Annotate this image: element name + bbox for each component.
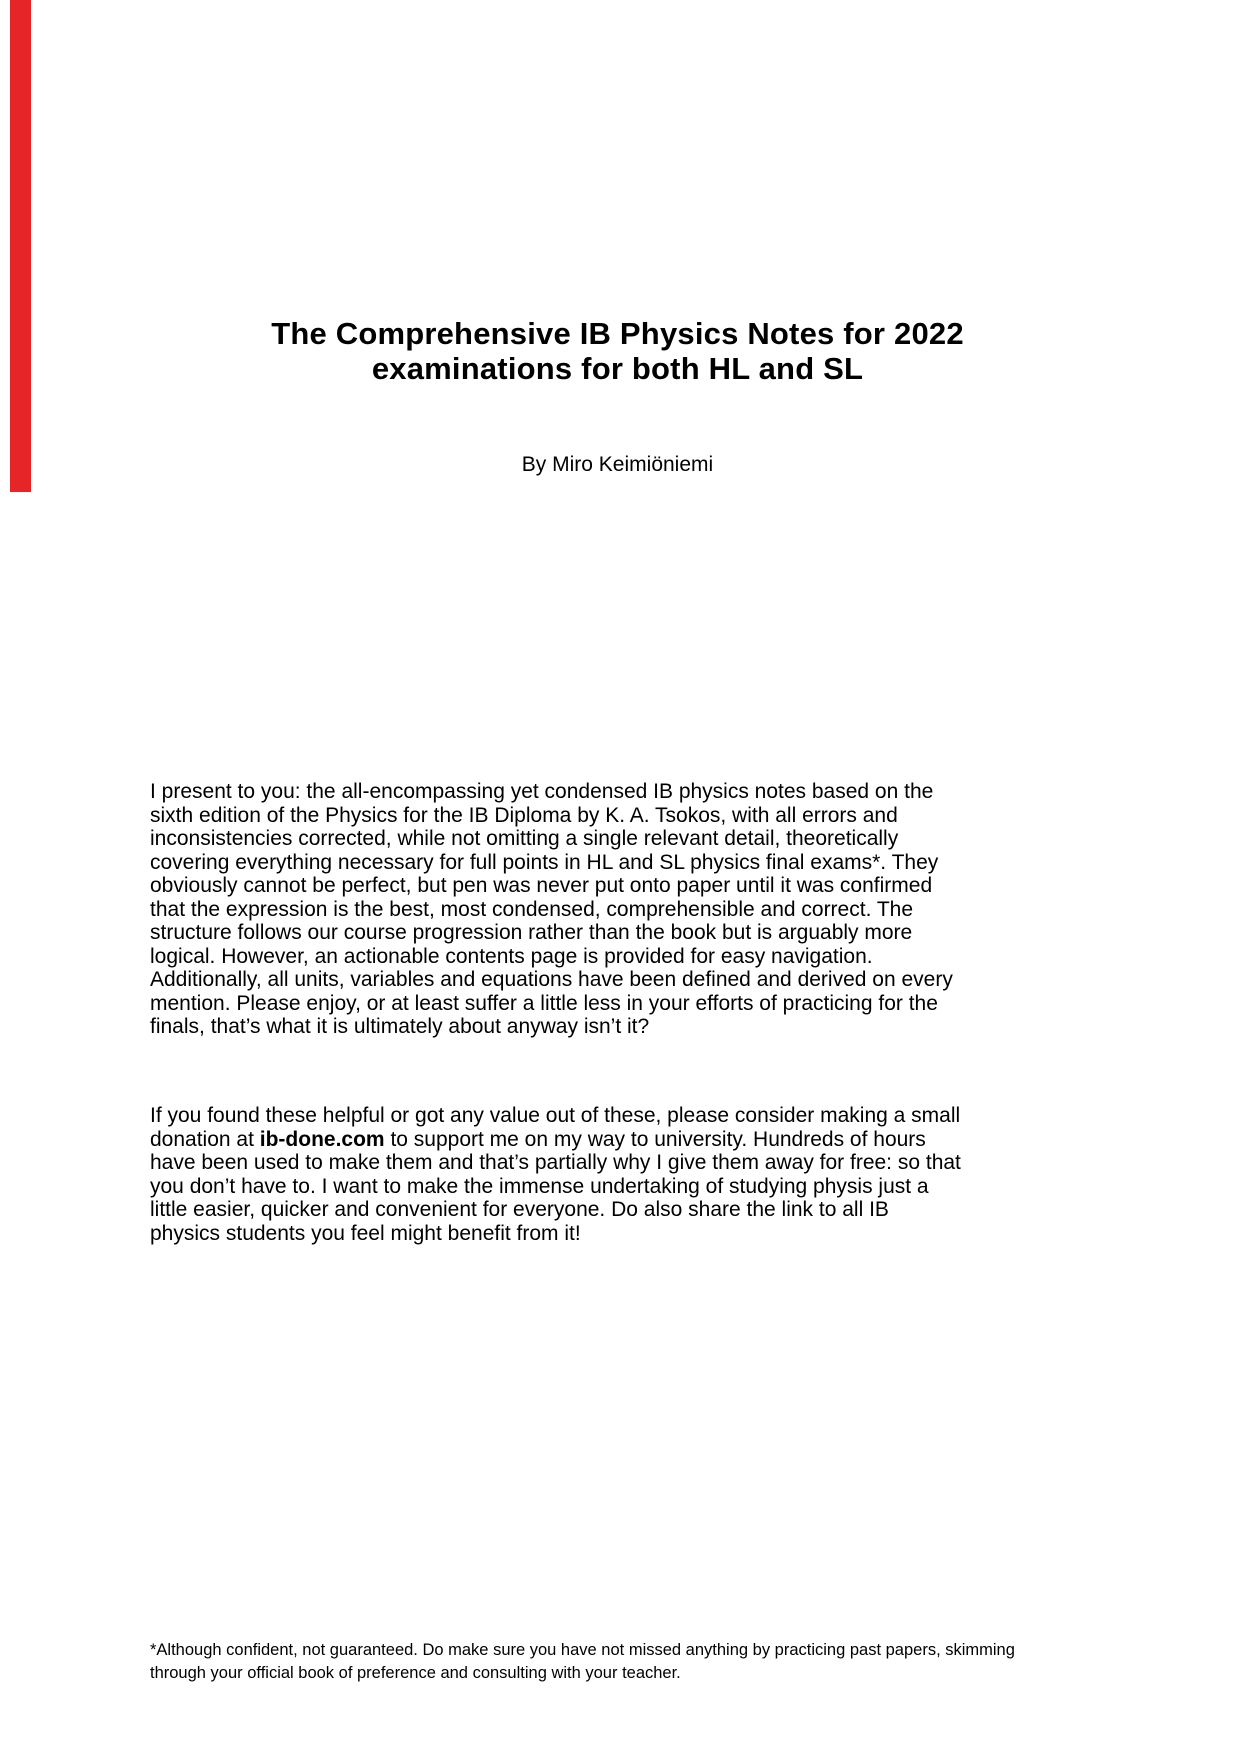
text-line: The Comprehensive IB Physics Notes for 2022	[271, 316, 964, 351]
text-line: I present to you: the all-encompassing yet condensed IB physics notes based on the	[150, 780, 934, 803]
text-line: mention. Please enjoy, or at least suffer a little less in your efforts of practicing for the	[150, 991, 938, 1015]
document-title	[150, 316, 1085, 386]
bold-text-segment: ib-done.com	[259, 1127, 385, 1151]
text-line: structure follows our course progression rather than the book but is arguably more	[150, 921, 913, 944]
text-line: have been used to make them and that’s partially why I give them away for free: so that	[150, 1151, 961, 1174]
text-line: sixth edition of the Physics for the IB Diploma by K. A. Tsokos, with all errors and	[150, 803, 898, 827]
text-line: *Although confident, not guaranteed. Do make sure you have not missed anything by practicing past papers, skimming	[150, 1641, 1015, 1659]
intro-paragraph	[150, 780, 1070, 1039]
text-line: inconsistencies corrected, while not omitting a single relevant detail, theoretically	[150, 827, 899, 850]
text-line: logical. However, an actionable contents page is provided for easy navigation.	[150, 944, 873, 968]
text-line: Additionally, all units, variables and equations have been defined and derived on every	[150, 968, 953, 991]
text-line: If you found these helpful or got any value out of these, please consider making a small	[150, 1104, 961, 1127]
text-line: that the expression is the best, most condensed, comprehensible and correct. The	[150, 897, 914, 921]
donation-paragraph	[150, 1104, 1070, 1245]
text-line: examinations for both HL and SL	[371, 351, 864, 386]
text-line: you don’t have to. I want to make the immense undertaking of studying physis just a	[150, 1174, 929, 1198]
text-line: covering everything necessary for full points in HL and SL physics final exams*. They	[150, 850, 939, 874]
author-byline: By Miro Keimiöniemi	[521, 453, 714, 476]
text-line: little easier, quicker and convenient for everyone. Do also share the link to all IB	[150, 1198, 889, 1221]
text-line: physics students you feel might benefit from it!	[150, 1221, 581, 1245]
text-line: finals, that’s what it is ultimately about anyway isn’t it?	[150, 1015, 650, 1038]
text-segment: donation at	[150, 1127, 260, 1151]
text-line: obviously cannot be perfect, but pen was never put onto paper until it was confirmed	[150, 874, 933, 897]
footnote	[150, 1639, 1070, 1685]
text-line	[150, 1128, 1070, 1152]
red-edge-marker	[10, 0, 31, 492]
text-line: through your official book of preference and consulting with your teacher.	[150, 1664, 681, 1682]
text-segment: to support me on my way to university. Hundreds of hours	[384, 1127, 926, 1151]
